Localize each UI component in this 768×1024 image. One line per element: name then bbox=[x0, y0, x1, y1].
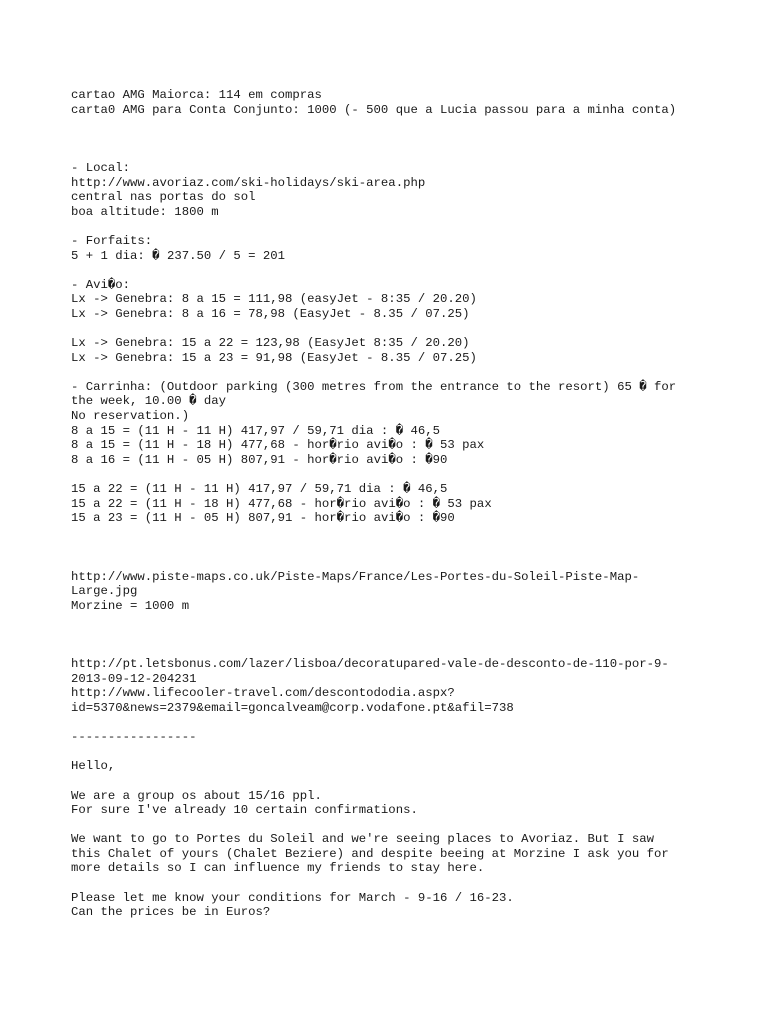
blank-line bbox=[71, 716, 711, 731]
blank-line bbox=[71, 219, 711, 234]
text-line: 15 a 22 = (11 H - 18 H) 477,68 - hor�rio avi�o : � 53 pax bbox=[71, 496, 492, 511]
text-line: carta0 AMG para Conta Conjunto: 1000 (- 500 que a Lucia passou para a minha conta) bbox=[71, 102, 677, 117]
blank-line bbox=[71, 555, 711, 570]
url-line: http://www.lifecooler-travel.com/descontododia.aspx? bbox=[71, 686, 455, 701]
text-line: 8 a 15 = (11 H - 18 H) 477,68 - hor�rio avi�o : � 53 pax bbox=[71, 438, 485, 453]
document-page bbox=[71, 88, 711, 920]
email-line: Can the prices be in Euros? bbox=[71, 905, 271, 920]
email-greeting: Hello, bbox=[71, 759, 116, 774]
url-line: Large.jpg bbox=[71, 584, 138, 599]
blank-line bbox=[71, 467, 711, 482]
blank-line bbox=[71, 643, 711, 658]
text-line: Lx -> Genebra: 15 a 23 = 91,98 (EasyJet - 8.35 / 07.25) bbox=[71, 350, 477, 365]
email-line: Please let me know your conditions for March - 9-16 / 16-23. bbox=[71, 890, 514, 905]
text-line: Lx -> Genebra: 15 a 22 = 123,98 (EasyJet 8:35 / 20.20) bbox=[71, 336, 470, 351]
text-line: 8 a 16 = (11 H - 05 H) 807,91 - hor�rio avi�o : �90 bbox=[71, 452, 448, 467]
blank-line bbox=[71, 146, 711, 161]
blank-line bbox=[71, 132, 711, 147]
blank-line bbox=[71, 540, 711, 555]
blank-line bbox=[71, 774, 711, 789]
text-line: No reservation.) bbox=[71, 409, 190, 424]
text-line: Lx -> Genebra: 8 a 15 = 111,98 (easyJet - 8:35 / 20.20) bbox=[71, 292, 477, 307]
text-line: 15 a 22 = (11 H - 11 H) 417,97 / 59,71 dia : � 46,5 bbox=[71, 482, 448, 497]
blank-line bbox=[71, 613, 711, 628]
email-line: more details so I can influence my friends to stay here. bbox=[71, 861, 485, 876]
section-heading-carrinha: - Carrinha: (Outdoor parking (300 metres from the entrance to the resort) 65 � for bbox=[71, 379, 677, 394]
email-line: We are a group os about 15/16 ppl. bbox=[71, 788, 322, 803]
email-line: For sure I've already 10 certain confirmations. bbox=[71, 803, 418, 818]
url-line: http://pt.letsbonus.com/lazer/lisboa/decoratupared-vale-de-desconto-de-110-por-9- bbox=[71, 657, 669, 672]
text-line: 8 a 15 = (11 H - 11 H) 417,97 / 59,71 dia : � 46,5 bbox=[71, 423, 440, 438]
email-line: We want to go to Portes du Soleil and we're seeing places to Avoriaz. But I saw bbox=[71, 832, 654, 847]
blank-line bbox=[71, 628, 711, 643]
text-line: boa altitude: 1800 m bbox=[71, 204, 219, 219]
url-line: http://www.piste-maps.co.uk/Piste-Maps/France/Les-Portes-du-Soleil-Piste-Map- bbox=[71, 569, 640, 584]
url-line: id=5370&news=2379&email=goncalveam@corp.vodafone.pt&afil=738 bbox=[71, 700, 514, 715]
email-line: this Chalet of yours (Chalet Beziere) and despite beeing at Morzine I ask you for bbox=[71, 846, 669, 861]
blank-line bbox=[71, 263, 711, 278]
blank-line bbox=[71, 745, 711, 760]
text-line: the week, 10.00 � day bbox=[71, 394, 226, 409]
blank-line bbox=[71, 818, 711, 833]
separator-line: ----------------- bbox=[71, 730, 197, 745]
url-line: 2013-09-12-204231 bbox=[71, 671, 197, 686]
section-heading-local: - Local: bbox=[71, 160, 131, 175]
text-line: Morzine = 1000 m bbox=[71, 598, 190, 613]
text-line: Lx -> Genebra: 8 a 16 = 78,98 (EasyJet - 8.35 / 07.25) bbox=[71, 306, 470, 321]
text-line: central nas portas do sol bbox=[71, 190, 256, 205]
section-heading-aviao: - Avi�o: bbox=[71, 277, 131, 292]
blank-line bbox=[71, 876, 711, 891]
text-line: cartao AMG Maiorca: 114 em compras bbox=[71, 88, 322, 102]
blank-line bbox=[71, 117, 711, 132]
url-line: http://www.avoriaz.com/ski-holidays/ski-area.php bbox=[71, 175, 426, 190]
blank-line bbox=[71, 365, 711, 380]
blank-line bbox=[71, 526, 711, 541]
text-line: 15 a 23 = (11 H - 05 H) 807,91 - hor�rio avi�o : �90 bbox=[71, 511, 455, 526]
section-heading-forfaits: - Forfaits: bbox=[71, 233, 153, 248]
text-line: 5 + 1 dia: � 237.50 / 5 = 201 bbox=[71, 248, 286, 263]
blank-line bbox=[71, 322, 711, 337]
